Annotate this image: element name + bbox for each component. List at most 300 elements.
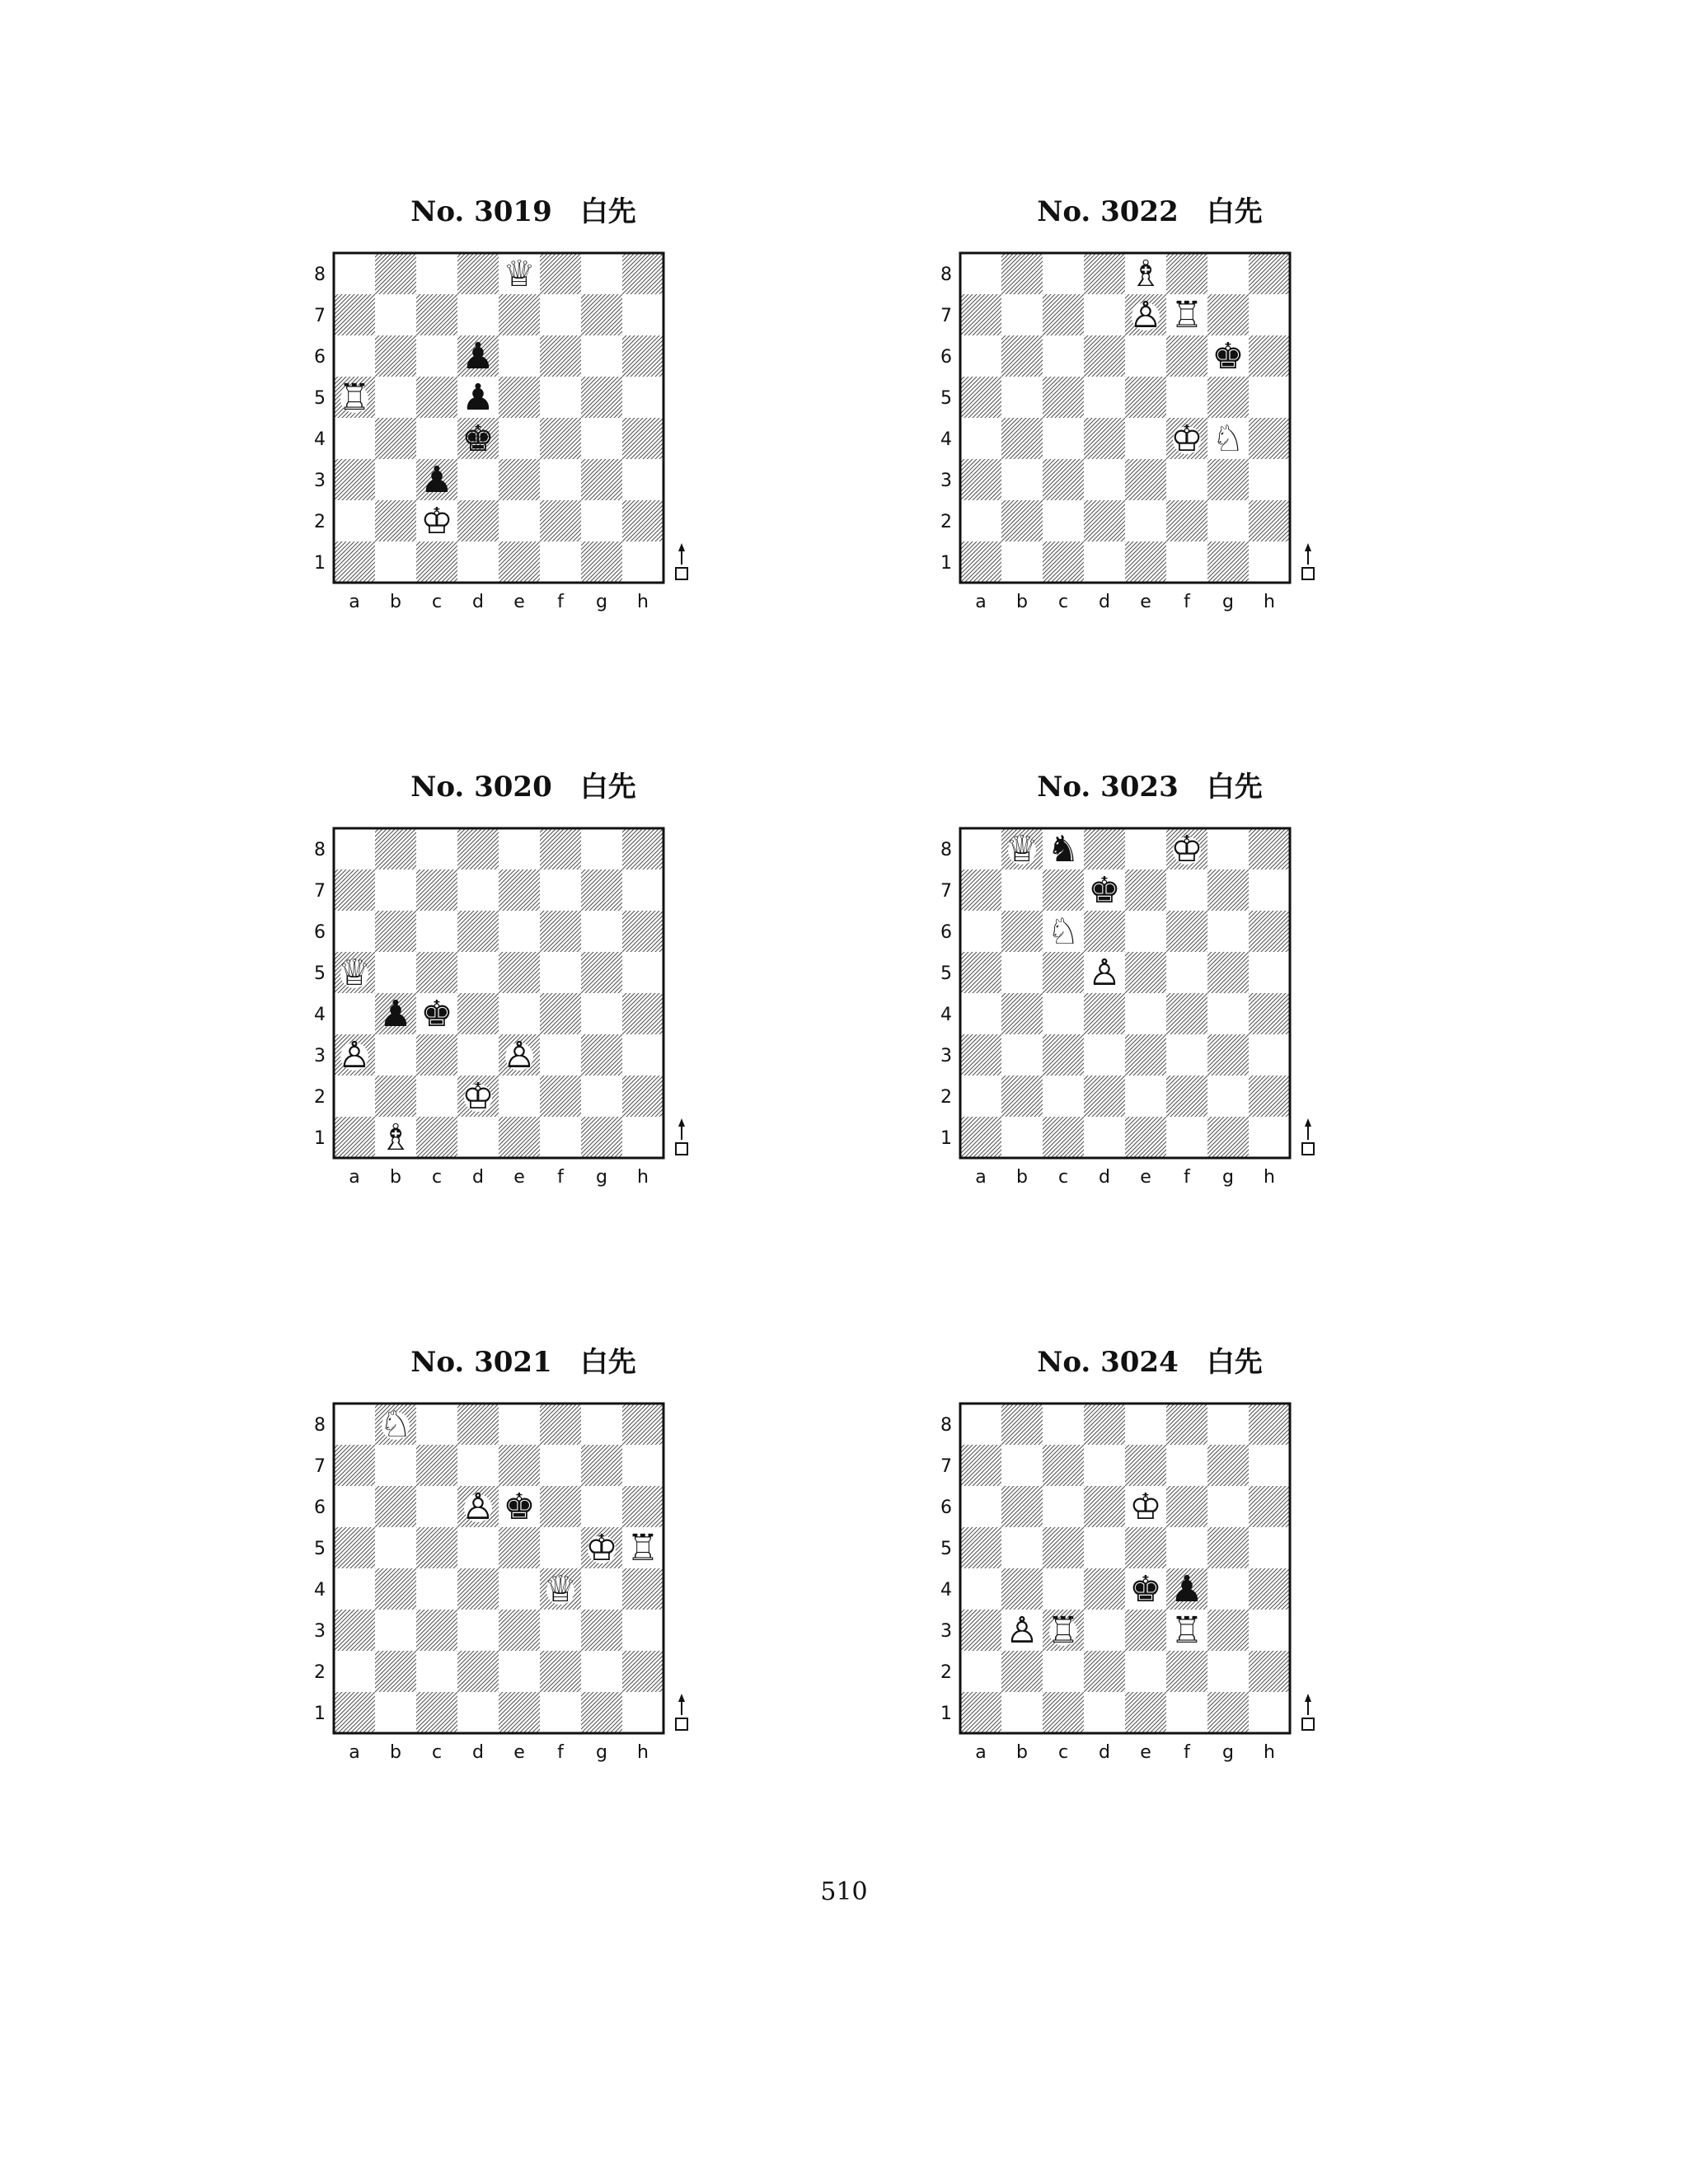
diagram-title: No. 3024 白先 [1037, 1346, 1263, 1379]
rank-label: 1 [940, 1128, 952, 1149]
dark-square [416, 377, 457, 418]
dark-square [499, 952, 540, 993]
diagram-title: No. 3021 白先 [410, 1346, 636, 1379]
file-label: c [1057, 592, 1069, 612]
white-bishop-icon [379, 1117, 411, 1159]
diagram-title: No. 3020 白先 [410, 771, 636, 804]
dark-square [457, 1404, 499, 1445]
dark-square [622, 253, 663, 294]
rank-label: 8 [314, 265, 326, 285]
file-label: b [390, 592, 401, 612]
dark-square [375, 500, 416, 541]
dark-square [540, 1651, 581, 1692]
dark-square [1125, 1445, 1166, 1486]
dark-square [375, 828, 416, 869]
rank-label: 6 [940, 1497, 952, 1518]
black-king-icon [1129, 1568, 1161, 1610]
rank-label: 1 [314, 1704, 326, 1724]
dark-square [1207, 869, 1249, 911]
rank-label: 5 [314, 1539, 326, 1559]
dark-square [581, 1692, 622, 1733]
svg-text:♕: ♕ [544, 1568, 577, 1610]
dark-square [1166, 911, 1207, 952]
dark-square [375, 253, 416, 294]
svg-text:♔: ♔ [462, 1076, 495, 1118]
dark-square [1001, 1076, 1043, 1117]
dark-square [1207, 1117, 1249, 1158]
white-king-icon [585, 1527, 617, 1569]
dark-square [540, 828, 581, 869]
file-label: f [1184, 592, 1190, 612]
dark-square [416, 952, 457, 993]
svg-text:♚: ♚ [1088, 869, 1121, 912]
svg-text:♔: ♔ [1170, 828, 1203, 870]
white-rook-icon [1170, 294, 1203, 336]
dark-square [1125, 1034, 1166, 1076]
dark-square [960, 1117, 1001, 1158]
svg-text:♙: ♙ [1129, 294, 1162, 336]
dark-square [1084, 1651, 1125, 1692]
rank-label: 5 [314, 388, 326, 409]
dark-square [581, 1610, 622, 1651]
dark-square [334, 1117, 375, 1158]
rank-label: 7 [314, 306, 326, 326]
black-pawn-icon [462, 335, 494, 377]
dark-square [1001, 500, 1043, 541]
dark-square [416, 541, 457, 583]
rank-label: 5 [314, 963, 326, 984]
dark-square [1001, 335, 1043, 377]
white-pawn-icon [338, 1034, 370, 1076]
dark-square [960, 541, 1001, 583]
chess-diagram [309, 1346, 738, 1807]
dark-square [375, 1486, 416, 1527]
svg-text:♔: ♔ [1170, 418, 1203, 460]
black-pawn-icon [379, 993, 411, 1035]
svg-text:♗: ♗ [1129, 253, 1162, 295]
rank-label: 8 [314, 840, 326, 860]
dark-square [499, 1692, 540, 1733]
dark-square [334, 294, 375, 335]
svg-text:♗: ♗ [379, 1117, 412, 1159]
chess-diagram [309, 771, 738, 1232]
dark-square [1125, 1610, 1166, 1651]
rank-label: 2 [314, 512, 326, 532]
dark-square [1043, 1527, 1084, 1568]
dark-square [960, 1445, 1001, 1486]
white-pawn-icon [1129, 294, 1161, 336]
dark-square [1249, 911, 1290, 952]
dark-square [540, 253, 581, 294]
dark-square [1249, 1076, 1290, 1117]
dark-square [581, 1445, 622, 1486]
svg-text:♖: ♖ [1170, 1610, 1203, 1652]
svg-text:♖: ♖ [1047, 1610, 1080, 1652]
svg-text:♖: ♖ [338, 377, 371, 419]
white-knight-icon [379, 1404, 411, 1446]
dark-square [960, 952, 1001, 993]
dark-square [416, 1117, 457, 1158]
svg-text:♞: ♞ [1047, 828, 1080, 870]
dark-square [1125, 1692, 1166, 1733]
file-label: e [513, 1742, 525, 1763]
rank-label: 5 [940, 1539, 952, 1559]
dark-square [499, 1610, 540, 1651]
rank-label: 8 [940, 1415, 952, 1436]
white-queen-icon [1006, 828, 1038, 870]
dark-square [960, 869, 1001, 911]
white-king-icon [1170, 418, 1203, 460]
rank-label: 3 [314, 1621, 326, 1642]
file-label: e [513, 592, 525, 612]
rank-label: 5 [940, 963, 952, 984]
svg-text:♙: ♙ [1006, 1610, 1039, 1652]
dark-square [1166, 1486, 1207, 1527]
white-queen-icon [338, 952, 370, 994]
dark-square [457, 1651, 499, 1692]
rank-label: 2 [940, 512, 952, 532]
dark-square [1043, 459, 1084, 500]
chess-board [935, 245, 1364, 632]
white-pawn-icon [1006, 1610, 1038, 1652]
dark-square [375, 1076, 416, 1117]
rank-label: 5 [940, 388, 952, 409]
dark-square [1084, 993, 1125, 1034]
dark-square [622, 828, 663, 869]
chess-diagram [935, 195, 1364, 657]
file-label: b [390, 1167, 401, 1188]
diagram-title: No. 3022 白先 [1037, 195, 1263, 228]
dark-square [1084, 500, 1125, 541]
white-pawn-icon [462, 1486, 494, 1528]
white-pawn-icon [1088, 952, 1120, 994]
svg-text:♚: ♚ [1129, 1568, 1162, 1610]
svg-text:♚: ♚ [420, 993, 453, 1035]
dark-square [1207, 294, 1249, 335]
file-label: g [596, 592, 607, 612]
dark-square [334, 1610, 375, 1651]
dark-square [622, 1568, 663, 1610]
svg-text:♙: ♙ [1088, 952, 1121, 994]
dark-square [1043, 1034, 1084, 1076]
dark-square [499, 1445, 540, 1486]
white-rook-icon [626, 1527, 659, 1569]
rank-label: 8 [940, 265, 952, 285]
rank-label: 6 [940, 922, 952, 943]
svg-text:♙: ♙ [503, 1034, 536, 1076]
dark-square [1166, 335, 1207, 377]
rank-label: 7 [940, 1456, 952, 1477]
dark-square [581, 1117, 622, 1158]
dark-square [622, 335, 663, 377]
dark-square [1166, 1076, 1207, 1117]
dark-square [457, 993, 499, 1034]
dark-square [499, 1527, 540, 1568]
white-king-icon [462, 1076, 494, 1118]
svg-text:♟: ♟ [462, 377, 495, 419]
dark-square [457, 911, 499, 952]
dark-square [960, 377, 1001, 418]
white-king-icon [1170, 828, 1203, 870]
dark-square [1207, 1527, 1249, 1568]
dark-square [416, 1692, 457, 1733]
file-label: h [637, 1167, 649, 1188]
svg-text:♕: ♕ [503, 253, 536, 295]
svg-text:♖: ♖ [626, 1527, 659, 1569]
file-label: h [1264, 1167, 1275, 1188]
white-rook-icon [1047, 1610, 1079, 1652]
dark-square [457, 500, 499, 541]
file-label: g [1222, 592, 1234, 612]
file-label: c [1057, 1167, 1069, 1188]
file-label: b [390, 1742, 401, 1763]
dark-square [622, 418, 663, 459]
svg-text:♘: ♘ [1047, 911, 1080, 953]
black-king-icon [503, 1486, 535, 1528]
file-label: c [431, 1742, 443, 1763]
white-to-move-icon [676, 1118, 687, 1155]
svg-text:♕: ♕ [338, 952, 371, 994]
black-king-icon [1088, 869, 1120, 912]
dark-square [622, 1076, 663, 1117]
white-queen-icon [544, 1568, 576, 1610]
dark-square [1084, 253, 1125, 294]
dark-square [1001, 911, 1043, 952]
rank-label: 1 [940, 1704, 952, 1724]
rank-label: 2 [940, 1087, 952, 1108]
dark-square [1001, 1568, 1043, 1610]
dark-square [334, 1445, 375, 1486]
dark-square [499, 1117, 540, 1158]
dark-square [540, 1076, 581, 1117]
dark-square [1043, 869, 1084, 911]
white-to-move-icon [676, 1694, 687, 1730]
white-to-move-icon [1302, 543, 1314, 579]
dark-square [581, 541, 622, 583]
svg-text:♚: ♚ [503, 1486, 536, 1528]
white-knight-icon [1047, 911, 1079, 953]
dark-square [1001, 418, 1043, 459]
dark-square [581, 869, 622, 911]
dark-square [1166, 1651, 1207, 1692]
file-label: g [1222, 1742, 1234, 1763]
dark-square [457, 828, 499, 869]
svg-text:♕: ♕ [1006, 828, 1039, 870]
white-to-move-icon [1302, 1118, 1314, 1155]
dark-square [1249, 418, 1290, 459]
dark-square [1166, 993, 1207, 1034]
file-label: b [1016, 592, 1028, 612]
white-king-icon [1129, 1486, 1161, 1528]
svg-text:♘: ♘ [1212, 418, 1245, 460]
dark-square [581, 952, 622, 993]
dark-square [1084, 335, 1125, 377]
svg-text:♘: ♘ [379, 1404, 412, 1446]
file-label: d [1099, 592, 1110, 612]
file-label: d [472, 1167, 484, 1188]
dark-square [622, 911, 663, 952]
svg-text:♔: ♔ [1129, 1486, 1162, 1528]
svg-text:♔: ♔ [585, 1527, 618, 1569]
file-label: a [349, 1167, 360, 1188]
dark-square [960, 1034, 1001, 1076]
file-label: f [557, 1167, 564, 1188]
dark-square [1125, 1527, 1166, 1568]
white-rook-icon [1170, 1610, 1203, 1652]
dark-square [1001, 1404, 1043, 1445]
chess-board [309, 820, 738, 1207]
white-queen-icon [503, 253, 535, 295]
dark-square [1125, 541, 1166, 583]
file-label: b [1016, 1742, 1028, 1763]
file-label: a [975, 592, 987, 612]
white-king-icon [420, 500, 452, 542]
chess-board [935, 820, 1364, 1207]
rank-label: 4 [940, 1580, 952, 1601]
chess-board [935, 1395, 1364, 1783]
dark-square [540, 1404, 581, 1445]
dark-square [581, 294, 622, 335]
file-label: f [557, 1742, 564, 1763]
dark-square [960, 1692, 1001, 1733]
file-label: a [349, 592, 360, 612]
dark-square [540, 335, 581, 377]
dark-square [499, 541, 540, 583]
rank-label: 4 [314, 1580, 326, 1601]
rank-label: 3 [314, 1046, 326, 1066]
black-king-icon [1212, 335, 1244, 377]
rank-label: 4 [314, 1005, 326, 1025]
rank-label: 3 [940, 1621, 952, 1642]
dark-square [416, 1445, 457, 1486]
black-king-icon [462, 418, 494, 460]
rank-label: 6 [314, 347, 326, 368]
chess-diagram [935, 1346, 1364, 1807]
file-label: e [1140, 1742, 1151, 1763]
file-label: b [1016, 1167, 1028, 1188]
dark-square [622, 993, 663, 1034]
svg-text:♟: ♟ [1170, 1568, 1203, 1610]
dark-square [1001, 1486, 1043, 1527]
dark-square [1043, 294, 1084, 335]
dark-square [1207, 541, 1249, 583]
dark-square [416, 869, 457, 911]
file-label: h [637, 1742, 649, 1763]
white-to-move-icon [1302, 1694, 1314, 1730]
black-pawn-icon [1170, 1568, 1203, 1610]
dark-square [416, 1527, 457, 1568]
dark-square [622, 500, 663, 541]
dark-square [1001, 993, 1043, 1034]
rank-label: 2 [940, 1662, 952, 1683]
dark-square [1249, 500, 1290, 541]
dark-square [375, 1568, 416, 1610]
dark-square [499, 869, 540, 911]
file-label: a [975, 1742, 987, 1763]
dark-square [334, 869, 375, 911]
white-rook-icon [338, 377, 370, 419]
dark-square [1166, 1404, 1207, 1445]
file-label: d [1099, 1742, 1110, 1763]
dark-square [1207, 952, 1249, 993]
dark-square [334, 1527, 375, 1568]
black-pawn-icon [462, 377, 494, 419]
rank-label: 4 [940, 1005, 952, 1025]
rank-label: 3 [940, 1046, 952, 1066]
dark-square [375, 418, 416, 459]
rank-label: 4 [940, 429, 952, 450]
dark-square [622, 1651, 663, 1692]
file-label: g [1222, 1167, 1234, 1188]
dark-square [499, 294, 540, 335]
dark-square [622, 1486, 663, 1527]
dark-square [1249, 828, 1290, 869]
chess-diagram [935, 771, 1364, 1232]
dark-square [960, 1610, 1001, 1651]
dark-square [1166, 253, 1207, 294]
file-label: c [431, 1167, 443, 1188]
file-label: g [596, 1167, 607, 1188]
rank-label: 6 [314, 922, 326, 943]
dark-square [960, 294, 1001, 335]
dark-square [1249, 1568, 1290, 1610]
file-label: f [1184, 1742, 1190, 1763]
file-label: f [557, 592, 564, 612]
svg-text:♖: ♖ [1170, 294, 1203, 336]
file-label: h [1264, 1742, 1275, 1763]
dark-square [1207, 377, 1249, 418]
svg-text:♟: ♟ [462, 335, 495, 377]
file-label: d [472, 592, 484, 612]
dark-square [1084, 1076, 1125, 1117]
file-label: c [431, 592, 443, 612]
dark-square [1249, 1651, 1290, 1692]
svg-text:♚: ♚ [462, 418, 495, 460]
dark-square [1125, 377, 1166, 418]
svg-text:♙: ♙ [338, 1034, 371, 1076]
file-label: e [1140, 592, 1151, 612]
file-label: h [1264, 592, 1275, 612]
rank-label: 1 [940, 553, 952, 574]
dark-square [540, 993, 581, 1034]
file-label: e [1140, 1167, 1151, 1188]
dark-square [334, 459, 375, 500]
rank-label: 7 [314, 1456, 326, 1477]
svg-text:♔: ♔ [420, 500, 453, 542]
rank-label: 1 [314, 553, 326, 574]
diagram-title: No. 3019 白先 [410, 195, 636, 228]
dark-square [375, 1651, 416, 1692]
dark-square [1125, 869, 1166, 911]
dark-square [457, 1568, 499, 1610]
dark-square [1207, 1445, 1249, 1486]
dark-square [540, 911, 581, 952]
dark-square [540, 418, 581, 459]
rank-label: 7 [940, 881, 952, 902]
dark-square [1043, 541, 1084, 583]
black-knight-icon [1047, 828, 1079, 870]
dark-square [1001, 1651, 1043, 1692]
file-label: f [1184, 1167, 1190, 1188]
rank-label: 2 [314, 1662, 326, 1683]
black-pawn-icon [420, 459, 452, 501]
dark-square [1043, 1692, 1084, 1733]
dark-square [1207, 1034, 1249, 1076]
dark-square [1207, 459, 1249, 500]
rank-label: 3 [314, 471, 326, 491]
dark-square [581, 1034, 622, 1076]
file-label: h [637, 592, 649, 612]
